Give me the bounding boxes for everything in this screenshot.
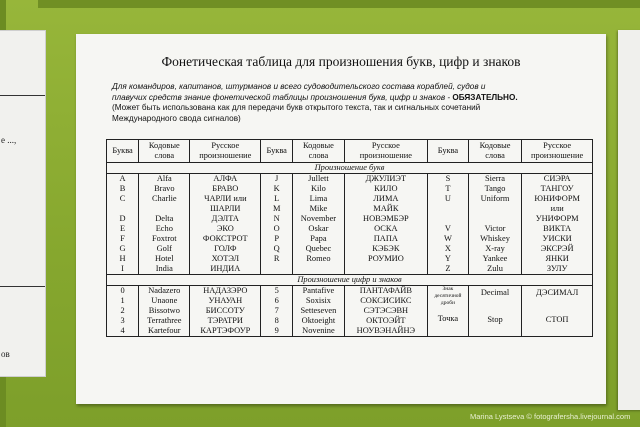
- russian-word: ФОКСТРОТ: [202, 234, 248, 243]
- russian-word: ЭКО: [216, 224, 234, 233]
- russian-word: АЛФА: [213, 174, 238, 183]
- russian-word: ЧАРЛИ или: [204, 194, 247, 203]
- letter: P: [274, 234, 280, 243]
- intro-emphasis: ОБЯЗАТЕЛЬНО.: [452, 92, 518, 102]
- header-cell: Кодовые слова: [293, 140, 344, 163]
- header-cell: Кодовые слова: [139, 140, 190, 163]
- decimal-sign-label: [430, 286, 466, 307]
- code-word: Pantafive: [302, 286, 335, 295]
- russian-word: НОУВЭНАЙНЭ: [356, 326, 416, 335]
- russian-word: НОВЭМБЭР: [363, 214, 409, 223]
- letter: I: [121, 264, 124, 273]
- sheet-rule: [0, 95, 45, 96]
- code-column: [468, 174, 522, 275]
- letter: [109, 204, 136, 214]
- russian-word: ТАНГОУ: [540, 184, 574, 193]
- header-cell: Русское произношение: [190, 140, 261, 163]
- header-row: [107, 140, 593, 163]
- code-word: Sierra: [485, 174, 506, 183]
- digit: 2: [120, 306, 125, 315]
- russian-word: ВИКТА: [543, 224, 572, 233]
- code-word: Echo: [155, 224, 173, 233]
- russian-word: УНИФОРМ: [535, 214, 579, 223]
- letter: K: [273, 184, 280, 193]
- russian-column: [190, 174, 261, 275]
- letter: D: [119, 214, 126, 223]
- russian-word: ПАПА: [373, 234, 398, 243]
- letter: S: [445, 174, 451, 183]
- stop-sign-label: Точка: [437, 314, 459, 323]
- letter-column: [261, 174, 293, 275]
- sheet-text: е ...,: [1, 135, 17, 145]
- phonetic-table-sheet: [76, 34, 606, 404]
- russian-word: ОСКА: [374, 224, 398, 233]
- digits-block: [107, 286, 593, 337]
- code-column: [293, 174, 344, 275]
- digit: 7: [274, 306, 279, 315]
- header-cell: Буква: [261, 140, 293, 163]
- digit: 8: [274, 316, 279, 325]
- russian-word: [347, 264, 425, 274]
- digit-column: [107, 286, 139, 337]
- sign-label-line: десятичной: [434, 293, 462, 299]
- russian-word: НАДАЗЭРО: [203, 286, 248, 295]
- digit: 3: [120, 316, 125, 325]
- russian-word: КИЛО: [374, 184, 398, 193]
- letter-column: [107, 174, 139, 275]
- russian-word: ЮНИФОРМ: [534, 194, 580, 203]
- section-row: [107, 163, 593, 174]
- letter: U: [444, 194, 451, 203]
- code-column: [293, 286, 344, 337]
- sign-column: [428, 286, 469, 337]
- code-word: India: [155, 264, 173, 273]
- digit: 9: [274, 326, 279, 335]
- intro-paragraph: [112, 82, 582, 124]
- letter: W: [443, 234, 452, 243]
- sign-label-line: дроби: [440, 300, 455, 306]
- letter: A: [119, 174, 126, 183]
- letter: B: [119, 184, 126, 193]
- code-word: Papa: [310, 234, 327, 243]
- code-word: Hotel: [154, 254, 174, 263]
- code-word: Oskar: [308, 224, 329, 233]
- russian-word: КАРТЭФОУР: [200, 326, 251, 335]
- code-word: Setteseven: [300, 306, 337, 315]
- code-word: Delta: [155, 214, 174, 223]
- sign-label-line: Знак: [442, 286, 454, 292]
- intro-line: Для командиров, капитанов, штурманов и всего судоводительского состава кораблей, судов и: [112, 82, 486, 91]
- code-word: Victor: [484, 224, 506, 233]
- letter: F: [120, 234, 125, 243]
- digit: 6: [274, 296, 279, 305]
- phonetic-table: [106, 139, 593, 337]
- letter: X: [444, 244, 451, 253]
- header-cell: Кодовые слова: [468, 140, 522, 163]
- russian-word: СОКСИСИКС: [360, 296, 412, 305]
- code-word: Unaone: [151, 296, 178, 305]
- russian-word: СЭТЭСЭВН: [363, 306, 409, 315]
- russian-word: или: [550, 204, 564, 213]
- letter: T: [445, 184, 451, 193]
- russian-word: ШАРЛИ: [210, 204, 241, 213]
- russian-word: ЯНКИ: [545, 254, 569, 263]
- letter: [430, 214, 466, 224]
- code-word: [471, 204, 520, 214]
- code-word: Soxisix: [305, 296, 331, 305]
- letter: R: [273, 254, 280, 263]
- code-word: Tango: [484, 184, 506, 193]
- code-word: Bissotwo: [148, 306, 180, 315]
- russian-column: [344, 286, 427, 337]
- intro-line: (Может быть использована как для передачи букв открытого текста, так и сигнальных сочетаний: [112, 103, 481, 112]
- code-word: [141, 204, 187, 214]
- header-cell: Буква: [107, 140, 139, 163]
- header-cell: Русское произношение: [522, 140, 593, 163]
- russian-word: РОУМИО: [367, 254, 404, 263]
- code-word: Kartefour: [148, 326, 181, 335]
- code-word: November: [300, 214, 337, 223]
- code-word: [471, 214, 520, 224]
- russian-column: [190, 286, 261, 337]
- russian-word: ИНДИА: [210, 264, 241, 273]
- section-digits-title: Произношение цифр и знаков: [107, 275, 593, 286]
- right-neighbor-sheet: [618, 30, 640, 410]
- code-word: Alfa: [156, 174, 172, 183]
- code-word: Uniform: [480, 194, 510, 203]
- letter: C: [119, 194, 126, 203]
- code-word: Terrathree: [147, 316, 182, 325]
- letter: M: [272, 204, 281, 213]
- code-word: Stop: [487, 315, 503, 324]
- code-word: Novenine: [302, 326, 335, 335]
- russian-word: БИССОТУ: [205, 306, 245, 315]
- russian-word: ЭКСРЭЙ: [540, 244, 574, 253]
- letter: [263, 264, 290, 274]
- digit: 5: [274, 286, 279, 295]
- letter: H: [119, 254, 126, 263]
- code-word: Oktoeight: [301, 316, 336, 325]
- russian-word: КЭБЭК: [372, 244, 400, 253]
- code-word: Nadazero: [148, 286, 181, 295]
- code-word: Mike: [309, 204, 328, 213]
- letter: Z: [445, 264, 451, 273]
- letter: [430, 204, 466, 214]
- code-word: X-ray: [485, 244, 505, 253]
- russian-word: ТЭРАТРИ: [207, 316, 243, 325]
- russian-word: СИЭРА: [543, 174, 571, 183]
- code-word: Charlie: [151, 194, 177, 203]
- letter-column: [428, 174, 469, 275]
- code-word: Romeo: [306, 254, 331, 263]
- letter: V: [444, 224, 451, 233]
- digit-column: [261, 286, 293, 337]
- digit: 0: [120, 286, 125, 295]
- digit: 1: [120, 296, 125, 305]
- russian-word: СТОП: [545, 315, 569, 324]
- letter: G: [119, 244, 126, 253]
- code-word: Foxtrot: [151, 234, 177, 243]
- russian-word: ГОЛФ: [214, 244, 237, 253]
- russian-word: ПАНТАФАЙВ: [359, 286, 412, 295]
- document-title: Фонетическая таблица для произношения букв, цифр и знаков: [161, 54, 521, 69]
- code-column: [139, 174, 190, 275]
- russian-word: ЗУЛУ: [546, 264, 568, 273]
- code-word: Quebec: [305, 244, 332, 253]
- code-word: Yankee: [482, 254, 508, 263]
- code-word: Lima: [309, 194, 328, 203]
- intro-line: [112, 93, 582, 104]
- code-word: Jullett: [308, 174, 329, 183]
- russian-word: ДЭЛТА: [211, 214, 239, 223]
- russian-word: УНАУАН: [208, 296, 243, 305]
- russian-word: ДЭСИМАЛ: [536, 288, 579, 297]
- header-cell: Буква: [428, 140, 469, 163]
- section-row: [107, 275, 593, 286]
- digit: 4: [120, 326, 125, 335]
- russian-column: [344, 174, 427, 275]
- code-word: Bravo: [154, 184, 175, 193]
- russian-word: ОКТОЭЙТ: [366, 316, 406, 325]
- letter: N: [273, 214, 280, 223]
- letter: J: [275, 174, 279, 183]
- sheet-rule: [0, 286, 45, 287]
- sign-code-column: [468, 286, 522, 337]
- sign-russian-column: [522, 286, 593, 337]
- russian-column: [522, 174, 593, 275]
- russian-word: УИСКИ: [542, 234, 572, 243]
- letter: L: [274, 194, 280, 203]
- photo-credit: Marina Lystseva © fotografersha.livejournal.com: [470, 412, 631, 421]
- code-word: Kilo: [310, 184, 326, 193]
- code-word: [295, 264, 341, 274]
- code-column: [139, 286, 190, 337]
- section-letters-title: Произношение букв: [107, 163, 593, 174]
- sheet-text: ов: [1, 349, 10, 359]
- code-word: Decimal: [480, 288, 510, 297]
- intro-text: плавучих средств знание фонетической таблицы произношения букв, цифр и знаков -: [112, 92, 453, 102]
- russian-word: БРАВО: [212, 184, 239, 193]
- letters-block: [107, 174, 593, 275]
- code-word: Zulu: [487, 264, 503, 273]
- russian-word: МАЙК: [373, 204, 399, 213]
- letter: E: [119, 224, 126, 233]
- left-neighbor-sheet: [0, 30, 46, 377]
- board-frame: [38, 0, 640, 8]
- russian-word: ЛИМА: [373, 194, 399, 203]
- letter: O: [273, 224, 280, 233]
- intro-line: Международного свода сигналов): [112, 113, 241, 123]
- letter: Y: [444, 254, 451, 263]
- header-cell: Русское произношение: [344, 140, 427, 163]
- code-word: Golf: [156, 244, 172, 253]
- russian-word: ХОТЭЛ: [211, 254, 240, 263]
- code-word: Whiskey: [480, 234, 510, 243]
- russian-word: ДЖУЛИЭТ: [365, 174, 407, 183]
- letter: Q: [273, 244, 280, 253]
